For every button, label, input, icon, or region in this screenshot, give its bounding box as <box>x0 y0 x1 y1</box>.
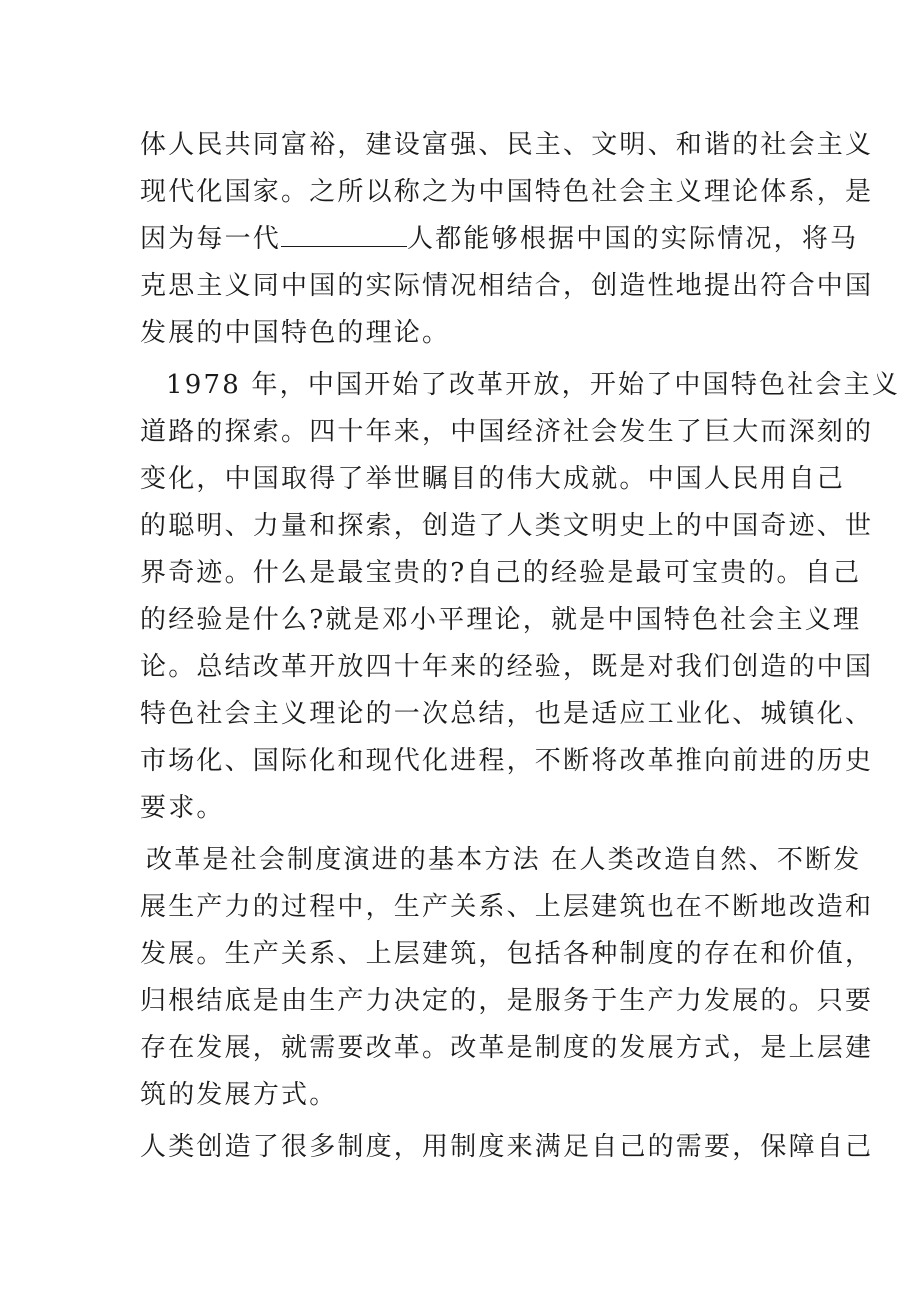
text-line: 的经验是什么?就是邓小平理论，就是中国特色社会主义理 <box>140 605 862 635</box>
text-line: 人类创造了很多制度，用制度来满足自己的需要，保障自己 <box>140 1132 874 1162</box>
text-line: 体人民共同富裕，建设富强、民主、文明、和谐的社会主义 <box>140 130 874 160</box>
text-line: 展生产力的过程中，生产关系、上层建筑也在不断地改造和 <box>140 892 874 922</box>
text-fragment: 因为每一代 <box>140 224 282 254</box>
text-fragment: 人都能够根据中国的实际情况，将马 <box>407 224 859 254</box>
text-line: 筑的发展方式。 <box>140 1080 338 1110</box>
text-line: 论。总结改革开放四十年来的经验，既是对我们创造的中国 <box>140 652 874 682</box>
text-line <box>140 224 858 254</box>
fill-in-blank <box>281 224 407 247</box>
text-line: 的聪明、力量和探索，创造了人类文明史上的中国奇迹、世 <box>140 511 874 541</box>
text-line: 现代化国家。之所以称之为中国特色社会主义理论体系，是 <box>140 177 874 207</box>
text-line: 发展的中国特色的理论。 <box>140 318 451 348</box>
text-line: 市场化、国际化和现代化进程，不断将改革推向前进的历史 <box>140 746 874 776</box>
text-line: 改革是社会制度演进的基本方法 在人类改造自然、不断发 <box>146 845 862 875</box>
text-line: 归根结底是由生产力决定的，是服务于生产力发展的。只要 <box>140 986 874 1016</box>
text-line: 界奇迹。什么是最宝贵的?自己的经验是最可宝贵的。自己 <box>140 558 862 588</box>
text-line: 1978 年，中国开始了改革开放，开始了中国特色社会主义 <box>166 370 901 400</box>
text-line: 变化，中国取得了举世瞩目的伟大成就。中国人民用自己 <box>140 464 846 494</box>
text-line: 克思主义同中国的实际情况相结合，创造性地提出符合中国 <box>140 271 874 301</box>
text-line: 发展。生产关系、上层建筑，包括各种制度的存在和价值， <box>140 939 874 969</box>
text-line: 特色社会主义理论的一次总结，也是适应工业化、城镇化、 <box>140 699 874 729</box>
text-line: 要求。 <box>140 793 225 823</box>
text-line: 存在发展，就需要改革。改革是制度的发展方式，是上层建 <box>140 1033 874 1063</box>
text-line: 道路的探索。四十年来，中国经济社会发生了巨大而深刻的 <box>140 417 874 447</box>
